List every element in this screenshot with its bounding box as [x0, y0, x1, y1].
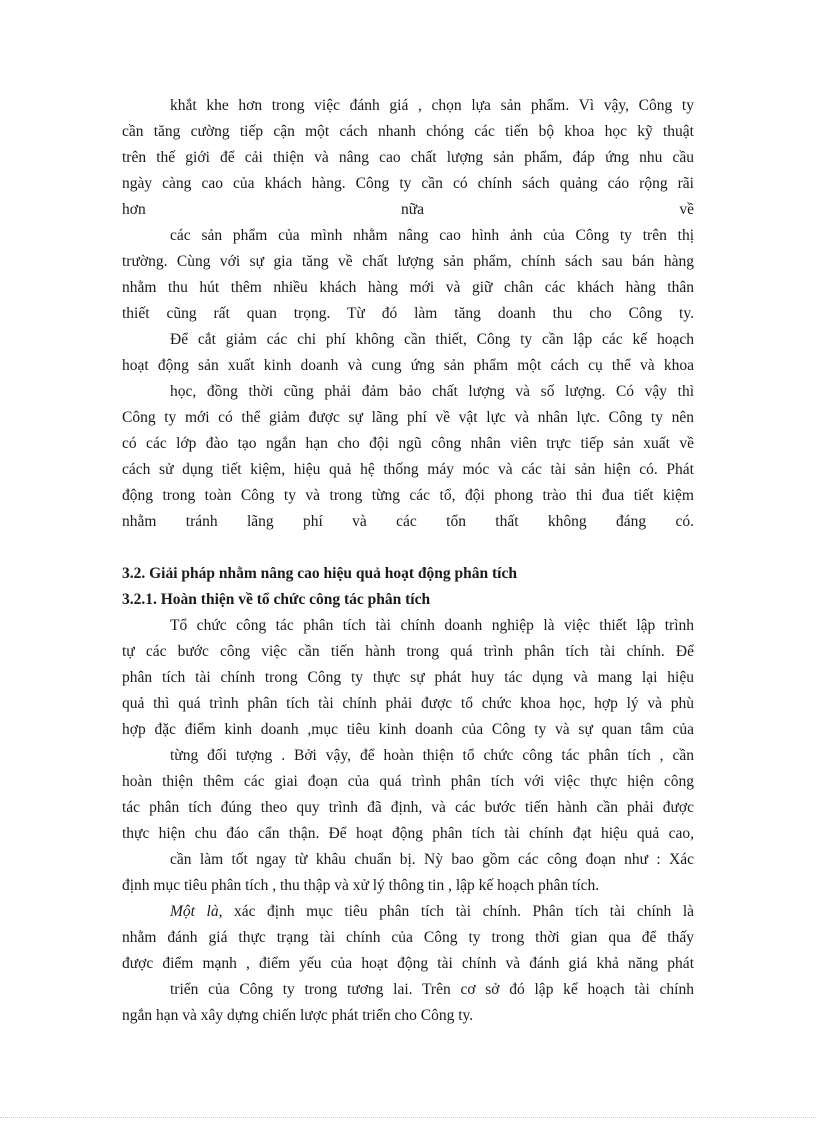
text-line: nhằm tránh lãng phí và các tổn thất không đáng có. [122, 513, 694, 530]
text-line: triển của Công ty trong tương lai. Trên cơ sở đó lập kế hoạch tài chính [170, 981, 694, 998]
text-line: Công ty mới có thể giảm được sự lãng phí về vật lực và nhân lực. Công ty nên [122, 409, 694, 426]
text-line: hoàn thiện thêm các giai đoạn của quá trình phân tích với việc thực hiện công [122, 773, 694, 790]
section-heading: 3.2. Giải pháp nhằm nâng cao hiệu quả hoạt động phân tích [122, 565, 517, 582]
text-line: ngày càng cao của khách hàng. Công ty cần có chính sách quảng cáo rộng rãi [122, 175, 694, 192]
text-line: tác phân tích đúng theo quy trình đã định, và các bước tiến hành cần phải được [122, 799, 694, 816]
text-line: Tổ chức công tác phân tích tài chính doanh nghiệp là việc thiết lập trình [170, 617, 694, 634]
text-line: định mục tiêu phân tích , thu thập và xử lý thông tin , lập kế hoạch phân tích. [122, 877, 600, 894]
text-line: thực hiện chu đáo cẩn thận. Để hoạt động phân tích tài chính đạt hiệu quả cao, [122, 825, 694, 842]
text-line: các sản phẩm của mình nhằm nâng cao hình ảnh của Công ty trên thị [170, 227, 694, 244]
page-footer-rule [0, 1117, 816, 1118]
text-line: học, đồng thời cũng phải đảm bảo chất lượng và số lượng. Có vậy thì [170, 383, 694, 400]
text-line: hợp đặc điểm kinh doanh ,mục tiêu kinh doanh của Công ty và sự quan tâm của [122, 721, 694, 738]
text-line: từng đối tượng . Bởi vậy, để hoàn thiện tổ chức công tác phân tích , cần [170, 747, 694, 764]
text-run: xác định mục tiêu phân tích tài chính. Phân tích tài chính là [222, 903, 695, 920]
text-line: cần tăng cường tiếp cận một cách nhanh chóng các tiến bộ khoa học kỹ thuật [122, 123, 694, 140]
italic-lead: Một là, [170, 903, 223, 920]
text-line: có các lớp đào tạo ngắn hạn cho đội ngũ công nhân viên trực tiếp sản xuất về [122, 435, 694, 452]
text-line: khắt khe hơn trong việc đánh giá , chọn lựa sản phẩm. Vì vậy, Công ty [170, 97, 694, 114]
text-line: cách sử dụng tiết kiệm, hiệu quả hệ thống máy móc và các tài sản hiện có. Phát [122, 461, 694, 478]
text-line: phân tích tài chính trong Công ty thực sự phát huy tác dụng và mang lại hiệu [122, 669, 694, 686]
text-line: được điểm mạnh , điểm yếu của hoạt động tài chính và đánh giá khả năng phát [122, 955, 694, 972]
text-line: động trong toàn Công ty và trong từng các tổ, đội phong trào thi đua tiết kiệm [122, 487, 694, 504]
text-line: Để cắt giảm các chi phí không cần thiết, Công ty cần lập các kế hoạch [170, 331, 694, 348]
text-line: hơn nữa về [122, 201, 694, 218]
text-line: thiết cũng rất quan trọng. Từ đó làm tăng doanh thu cho Công ty. [122, 305, 694, 322]
text-line: ngắn hạn và xây dựng chiến lược phát triển cho Công ty. [122, 1007, 474, 1024]
text-line [170, 902, 694, 922]
text-line: trên thế giới để cải thiện và nâng cao chất lượng sản phẩm, đáp ứng nhu cầu [122, 149, 694, 166]
text-line: quả thì quá trình phân tích tài chính phải được tổ chức khoa học, hợp lý và phù [122, 695, 694, 712]
text-line: cần làm tốt ngay từ khâu chuẩn bị. Nỳ bao gồm các công đoạn như : Xác [170, 851, 694, 868]
text-line: nhằm thu hút thêm nhiều khách hàng mới và giữ chân các khách hàng thân [122, 279, 694, 296]
text-line: hoạt động sản xuất kinh doanh và cung ứng sản phẩm một cách cụ thể và khoa [122, 357, 694, 374]
text-line: nhằm đánh giá thực trạng tài chính của Công ty trong thời gian qua để thấy [122, 929, 694, 946]
text-line: trường. Cùng với sự gia tăng về chất lượng sản phẩm, chính sách sau bán hàng [122, 253, 694, 270]
text-line: tự các bước công việc cần tiến hành trong quá trình phân tích tài chính. Để [122, 643, 694, 660]
subsection-heading: 3.2.1. Hoàn thiện về tổ chức công tác phân tích [122, 591, 431, 608]
